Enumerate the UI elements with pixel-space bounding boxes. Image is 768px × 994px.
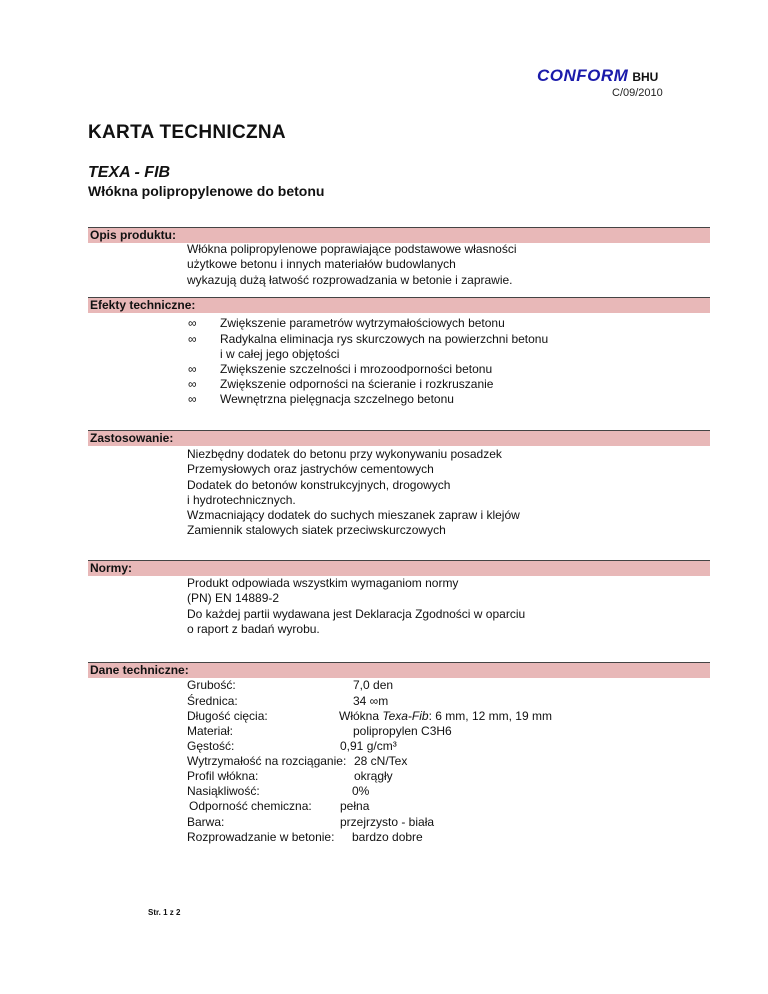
spec-value: 28 cN/Tex xyxy=(354,754,408,768)
bullet-icon: ∞ xyxy=(188,362,197,376)
spec-value: bardzo dobre xyxy=(352,830,423,844)
zastosowanie-line: Przemysłowych oraz jastrychów cementowych xyxy=(187,462,434,477)
bullet-icon: ∞ xyxy=(188,332,197,346)
spec-label: Wytrzymałość na rozciąganie: xyxy=(187,754,347,768)
section-label-efekty: Efekty techniczne: xyxy=(90,298,196,312)
efekty-item: Radykalna eliminacja rys skurczowych na powierzchni betonu xyxy=(220,332,549,346)
section-band-normy xyxy=(88,560,710,576)
section-label-opis: Opis produktu: xyxy=(90,228,176,242)
spec-label: Odporność chemiczna: xyxy=(189,799,312,813)
section-label-normy: Normy: xyxy=(90,561,133,575)
spec-label: Gęstość: xyxy=(187,739,235,753)
zastosowanie-line: Dodatek do betonów konstrukcyjnych, drogowych xyxy=(187,477,451,492)
product-name: TEXA - FIB xyxy=(88,164,171,181)
section-label-zastosowanie: Zastosowanie: xyxy=(90,431,174,445)
brand-logo xyxy=(537,66,658,86)
spec-label: Profil włókna: xyxy=(187,769,259,783)
spec-label: Nasiąkliwość: xyxy=(187,784,260,798)
normy-line: o raport z badań wyrobu. xyxy=(187,621,320,636)
spec-value: przejrzysto - biała xyxy=(340,815,435,829)
spec-value-prefix: Włókna xyxy=(339,709,383,723)
bullet-icon: ∞ xyxy=(188,316,197,330)
page-number: Str. 1 z 2 xyxy=(148,908,181,917)
opis-text xyxy=(187,242,517,288)
spec-value: 0% xyxy=(352,784,370,798)
section-band-zastosowanie xyxy=(88,430,710,446)
spec-value-italic: Texa-Fib xyxy=(382,709,429,723)
zastosowanie-line: Niezbędny dodatek do betonu przy wykonywaniu posadzek xyxy=(187,447,502,461)
spec-label: Materiał: xyxy=(187,724,234,738)
zastosowanie-line: Wzmacniający dodatek do suchych mieszanek zapraw i klejów xyxy=(187,508,520,523)
normy-line: Do każdej partii wydawana jest Deklaracja Zgodności w oparciu xyxy=(187,606,526,621)
zastosowanie-line: Zamiennik stalowych siatek przeciwskurczowych xyxy=(187,523,446,538)
zastosowanie-line: i hydrotechnicznych. xyxy=(187,492,296,507)
document-title: KARTA TECHNICZNA xyxy=(88,122,286,143)
opis-line: użytkowe betonu i innych materiałów budowlanych xyxy=(187,257,456,272)
spec-value: okrągły xyxy=(354,769,393,783)
section-band-efekty xyxy=(88,297,710,313)
spec-value: 34 ∞m xyxy=(353,694,389,708)
spec-label: Barwa: xyxy=(187,815,225,829)
bullet-icon: ∞ xyxy=(188,377,197,391)
efekty-item: Zwiększenie szczelności i mrozoodporności betonu xyxy=(220,362,493,376)
brand-suffix: BHU xyxy=(632,70,659,84)
bullet-icon: ∞ xyxy=(188,392,197,406)
efekty-item: Wewnętrzna pielęgnacja szczelnego betonu xyxy=(220,392,454,406)
normy-line: Produkt odpowiada wszystkim wymaganiom normy xyxy=(187,576,459,590)
product-description: Włókna polipropylenowe do betonu xyxy=(88,183,325,199)
spec-value-suffix: : 6 mm, 12 mm, 19 mm xyxy=(428,709,552,723)
efekty-item-continuation: i w całej jego objętości xyxy=(220,347,340,361)
document-code: C/09/2010 xyxy=(612,87,663,99)
section-band-dane xyxy=(88,662,710,678)
spec-label: Średnica: xyxy=(187,694,238,708)
spec-value xyxy=(339,709,552,723)
brand-name: CONFORM xyxy=(537,66,629,85)
opis-line: Włókna polipropylenowe poprawiające podstawowe własności xyxy=(187,242,517,256)
spec-value: pełna xyxy=(340,799,370,813)
zastosowanie-text xyxy=(187,447,520,539)
spec-value: polipropylen C3H6 xyxy=(353,724,452,738)
normy-text xyxy=(187,576,525,637)
efekty-item: Zwiększenie odporności na ścieranie i rozkruszanie xyxy=(220,377,494,391)
spec-label: Grubość: xyxy=(187,678,236,692)
efekty-item: Zwiększenie parametrów wytrzymałościowych betonu xyxy=(220,316,505,330)
spec-value: 7,0 den xyxy=(353,678,394,692)
spec-value: 0,91 g/cm³ xyxy=(340,739,397,753)
normy-line: (PN) EN 14889-2 xyxy=(187,591,280,606)
section-band-opis xyxy=(88,227,710,243)
spec-label: Długość cięcia: xyxy=(187,709,268,723)
section-label-dane: Dane techniczne: xyxy=(90,663,189,677)
opis-line: wykazują dużą łatwość rozprowadzania w betonie i zaprawie. xyxy=(187,272,513,287)
spec-label: Rozprowadzanie w betonie: xyxy=(187,830,335,844)
